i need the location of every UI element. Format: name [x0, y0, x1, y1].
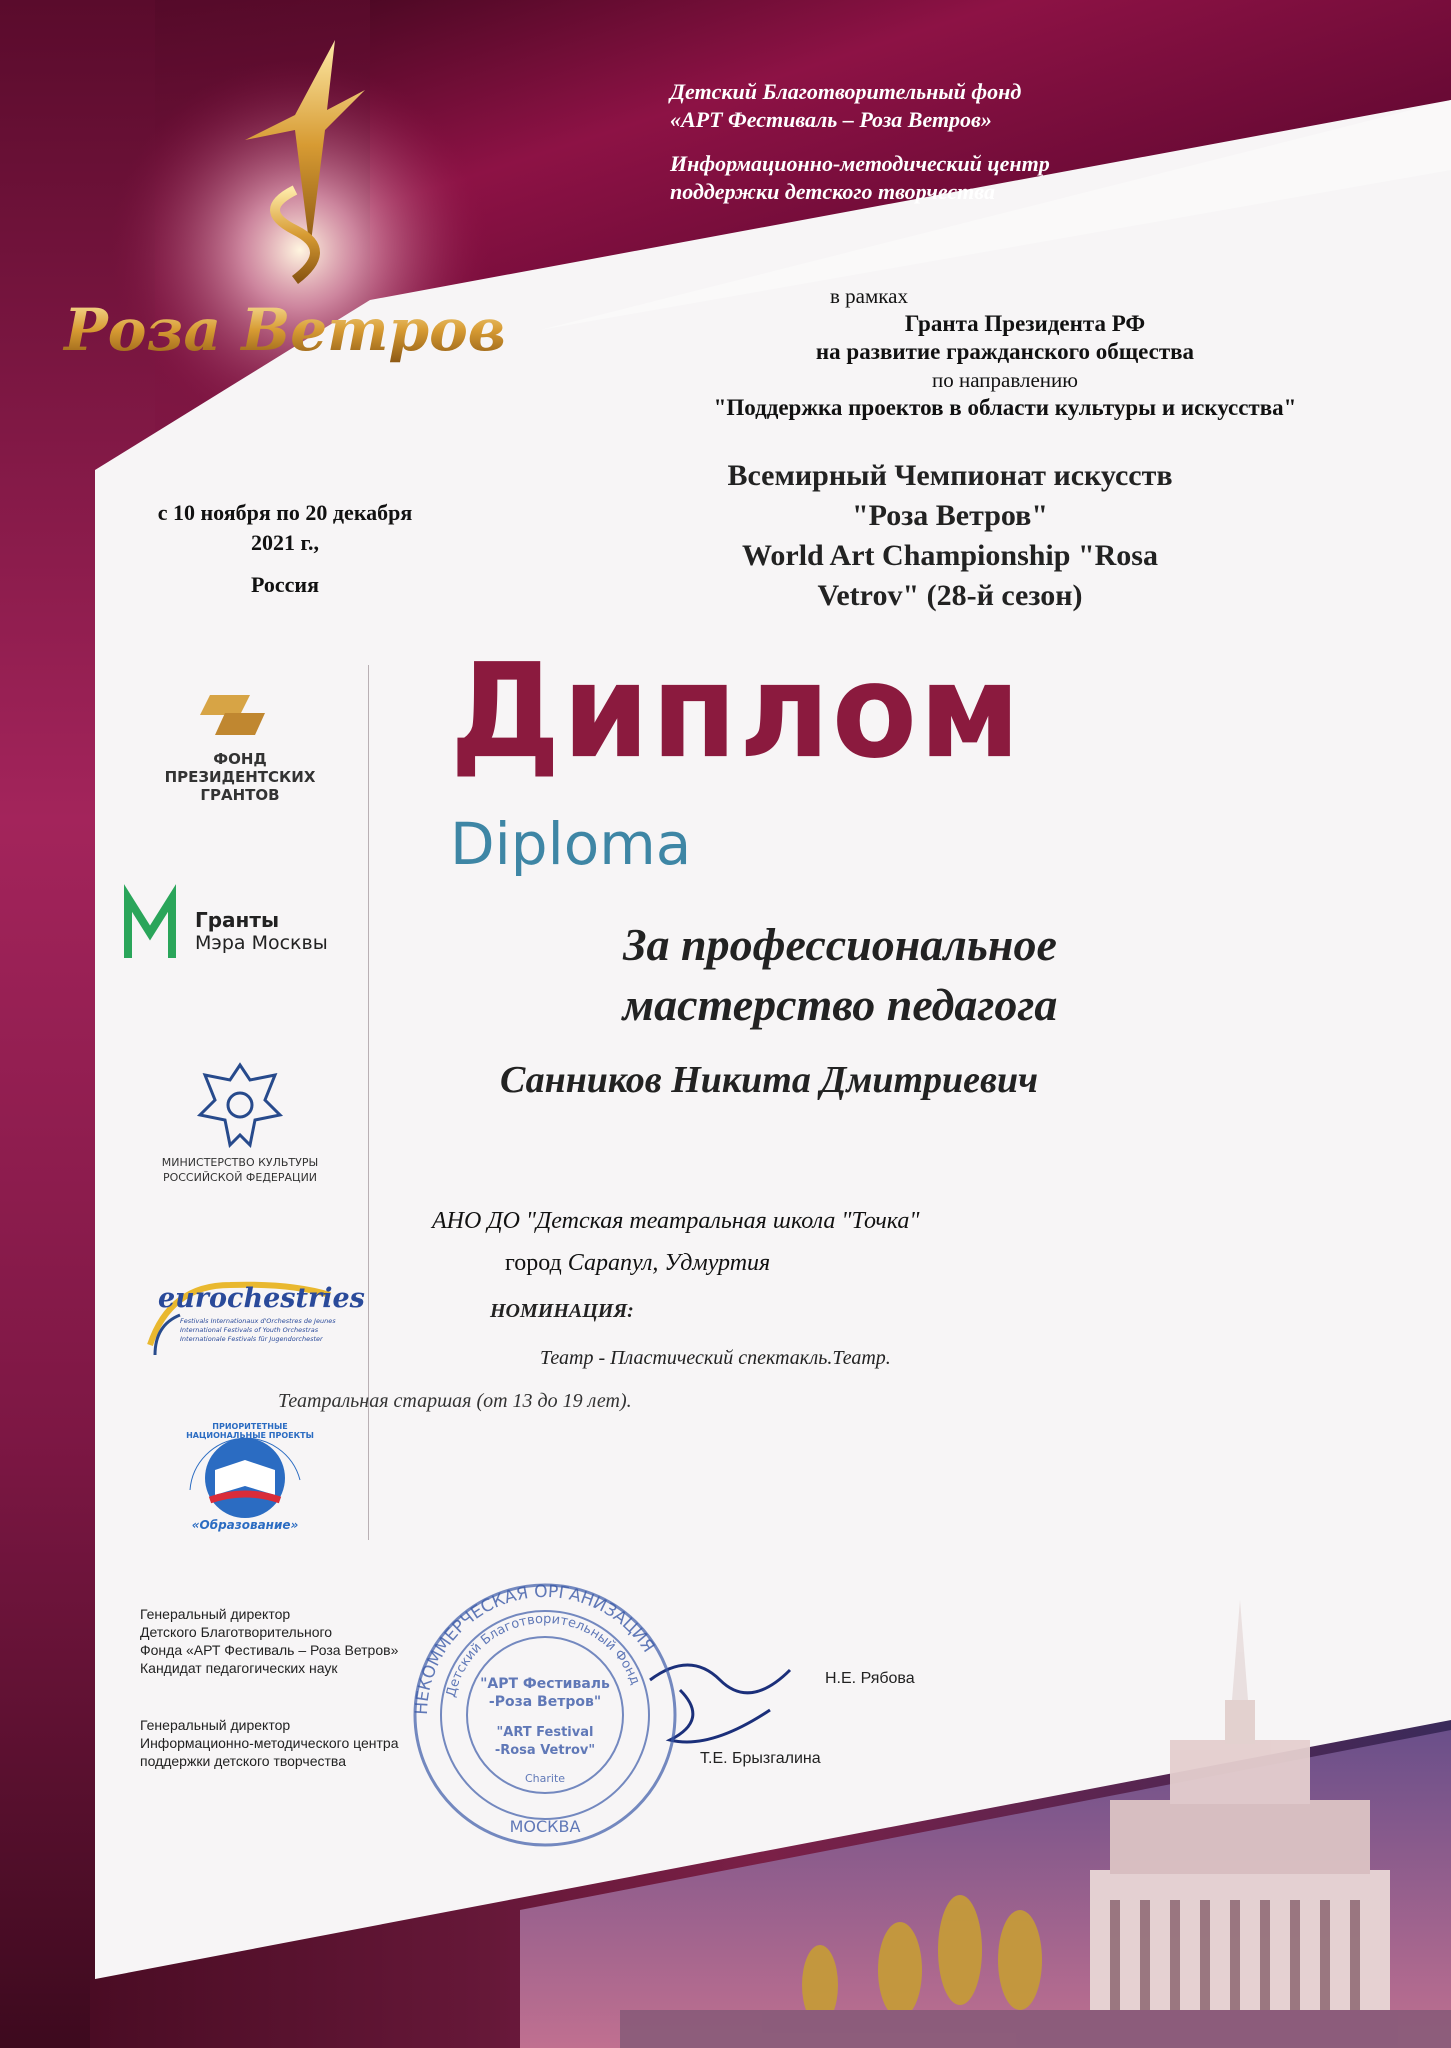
presidential-grants-icon [140, 685, 340, 745]
event-dates [115, 498, 455, 600]
champ-en-1: World Art Championship "Rosa [742, 539, 1158, 572]
mayor-m-icon [120, 888, 180, 968]
eurochestries-swoosh-icon [140, 1265, 340, 1365]
euro-title: eurochestries [158, 1283, 365, 1314]
svg-text:"ART Festival: "ART Festival [496, 1725, 594, 1740]
champ-ru-2: "Роза Ветров" [851, 499, 1048, 532]
city-line [505, 1250, 770, 1277]
euro-sub-3: Internationale Festivals für Jugendorchester [180, 1335, 323, 1343]
sig2-line-2: Информационно-методического центра [140, 1735, 399, 1751]
champ-en-2: Vetrov" (28-й сезон) [817, 579, 1083, 612]
double-eagle-icon [195, 1055, 285, 1155]
sig1-line-2: Детского Благотворительного [140, 1624, 333, 1640]
header-line-1: Детский Благотворительный фонд [670, 79, 1022, 104]
sig1-line-1: Генеральный директор [140, 1606, 291, 1622]
sig1-line-4: Кандидат педагогических наук [140, 1660, 338, 1676]
signature-block-2 [140, 1716, 399, 1770]
svg-text:-Роза Ветров": -Роза Ветров" [488, 1694, 602, 1710]
organization: АНО ДО "Детская театральная школа "Точка" [432, 1208, 920, 1234]
ministry-line-2: РОССИЙСКОЙ ФЕДЕРАЦИИ [162, 1171, 318, 1184]
foundation-header [670, 78, 1050, 206]
sig2-line-1: Генеральный директор [140, 1717, 291, 1733]
ministry-line-1: МИНИСТЕРСТВО КУЛЬТУРЫ [161, 1156, 319, 1169]
fund-line-3: ГРАНТОВ [200, 786, 280, 804]
education-project-logo [160, 1420, 330, 1540]
svg-text:"АРТ Фестиваль: "АРТ Фестиваль [480, 1676, 610, 1692]
age-group: Театральная старшая (от 13 до 19 лет). [278, 1390, 632, 1412]
grant-line-4: по направлению [932, 368, 1078, 392]
eurochestries-logo [140, 1265, 365, 1365]
header-line-3: Информационно-методический центр [670, 151, 1050, 176]
svg-text:НЕКОММЕРЧЕСКАЯ ОРГАНИЗАЦИЯ: НЕКОММЕРЧЕСКАЯ ОРГАНИЗАЦИЯ [411, 1581, 659, 1716]
header-line-2: «АРТ Фестиваль – Роза Ветров» [670, 107, 992, 132]
svg-text:МОСКВА: МОСКВА [509, 1817, 581, 1836]
grant-block [520, 282, 1340, 422]
svg-text:Детский Благотворительный Фонд: Детский Благотворительный Фонд [443, 1611, 643, 1699]
fund-line-1: ФОНД [213, 750, 267, 768]
grant-line-3: на развитие гражданского общества [815, 339, 1195, 364]
signer-1-name: Н.Е. Рябова [825, 1670, 915, 1687]
dates-line-1: с 10 ноября по 20 декабря [157, 500, 413, 525]
svg-text:-Rosa Vetrov": -Rosa Vetrov" [494, 1743, 596, 1758]
signer-2-name: Т.Е. Брызгалина [700, 1750, 821, 1767]
header-line-4: поддержки детского творчества [670, 179, 995, 204]
mayor-line-1: Гранты [195, 908, 280, 932]
recipient-name: Санников Никита Дмитриевич [500, 1059, 1039, 1101]
nomination-value: Театр - Пластический спектакль.Театр. [540, 1347, 891, 1369]
nomination-label: НОМИНАЦИЯ: [490, 1300, 634, 1322]
svg-text:Charite: Charite [524, 1772, 566, 1785]
grant-line-2: Гранта Президента РФ [904, 311, 1146, 336]
stamp-seal [410, 1580, 680, 1850]
mayor-line-2: Мэра Москвы [195, 932, 328, 954]
fund-line-2: ПРЕЗИДЕНТСКИХ [164, 768, 316, 786]
rosa-vetrov-logo [64, 30, 506, 390]
event-country: Россия [251, 572, 319, 597]
ministry-culture-logo [140, 1055, 340, 1185]
edu-label: «Образование» [191, 1518, 299, 1532]
edu-arc-text: ПРИОРИТЕТНЫЕ НАЦИОНАЛЬНЫЕ ПРОЕКТЫ [186, 1422, 314, 1440]
presidential-grants-logo [140, 685, 340, 804]
championship-title [620, 456, 1280, 616]
award-line-1: За профессиональное [623, 919, 1057, 970]
official-stamp [410, 1580, 680, 1850]
grant-line-5: "Поддержка проектов в области культуры и искусства" [713, 395, 1297, 420]
signature-block-1 [140, 1605, 398, 1677]
award-text [470, 915, 1210, 1035]
mayor-grants-logo [120, 888, 360, 968]
diploma-title-en: Diploma [450, 810, 692, 878]
award-line-2: мастерство педагога [622, 979, 1058, 1030]
euro-sub-1: Festivals Internationaux d'Orchestres de Jeunes [180, 1317, 336, 1325]
dates-line-2: 2021 г., [250, 530, 319, 555]
diplom-title: Диплом [450, 636, 1023, 788]
champ-ru-1: Всемирный Чемпионат искусств [727, 459, 1173, 492]
city-name: Сарапул, Удмуртия [567, 1250, 771, 1276]
sig1-line-3: Фонда «АРТ Фестиваль – Роза Ветров» [140, 1642, 399, 1658]
svg-text:Роза Ветров: Роза Ветров [64, 296, 506, 364]
grant-line-1: в рамках [830, 284, 908, 308]
euro-sub-2: International Festivals of Youth Orchestras [180, 1326, 319, 1334]
sig2-line-3: поддержки детского творчества [140, 1753, 346, 1769]
city-prefix: город [505, 1250, 562, 1276]
